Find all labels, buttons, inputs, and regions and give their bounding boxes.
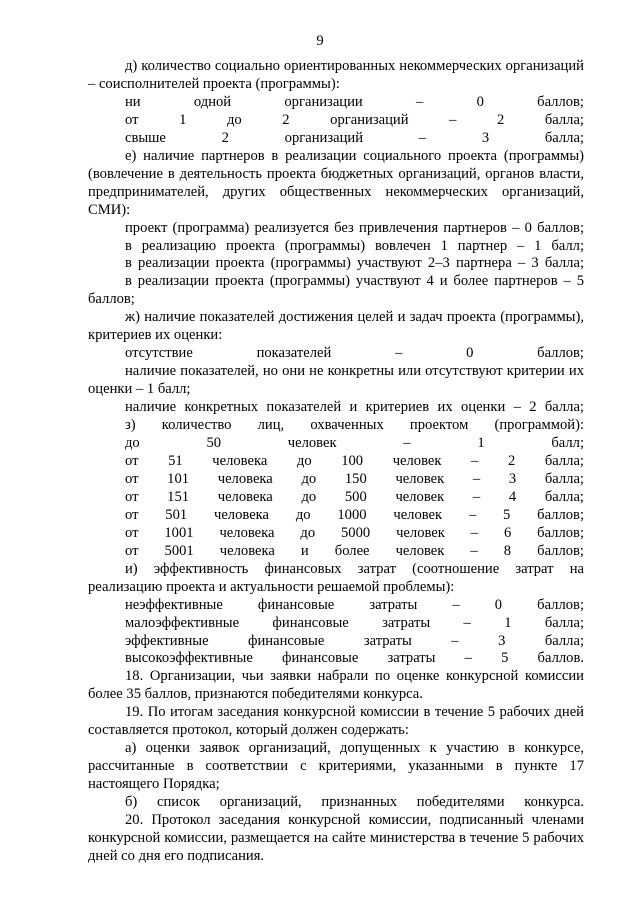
criterion-zh-heading: ж) наличие показателей достижения целей и задач проекта (программы), критериев их оценки: [88, 309, 584, 344]
criterion-d-score-item: свыше 2 организаций – 3 балла; [125, 129, 584, 146]
clause-19: 19. По итогам заседания конкурсной комиссии в течение 5 рабочих дней составляется протокол, который должен содержать: [88, 704, 584, 739]
clause-20: 20. Протокол заседания конкурсной комиссии, подписанный членами конкурсной комиссии, размещается на сайте министерства в течение 5 рабочих дней со дня его подписания. [88, 812, 584, 864]
criterion-z-score-item: от 1001 человека до 5000 человек – 6 баллов; [125, 524, 584, 541]
criterion-z-score-item: от 151 человека до 500 человек – 4 балла; [125, 488, 584, 505]
criterion-i-score-item: высокоэффективные финансовые затраты – 5 баллов. [125, 650, 584, 667]
clause-19-item-a: а) оценки заявок организаций, допущенных к участию в конкурсе, рассчитанные в соответствии с критериями, указанными в пункте 17 настоящего Порядка; [88, 740, 584, 793]
criterion-zh-score-item: наличие конкретных показателей и критериев их оценки – 2 балла; [125, 399, 584, 416]
criterion-z-score-item: до 50 человек – 1 балл; [125, 435, 584, 452]
criterion-d-heading: д) количество социально ориентированных некоммерческих организаций – соисполнителей проекта (программы): [88, 58, 584, 92]
criterion-zh-score-item: наличие показателей, но они не конкретны или отсутствуют критерии их оценки – 1 балл; [88, 363, 584, 398]
page-number: 9 [316, 33, 324, 49]
criterion-e-score-item: в реализации проекта (программы) участвуют 2–3 партнера – 3 балла; [125, 255, 584, 272]
clause-18: 18. Организации, чьи заявки набрали по оценке конкурсной комиссии более 35 баллов, признаются победителями конкурса. [88, 668, 584, 703]
criterion-e-score-item: проект (программа) реализуется без привлечения партнеров – 0 баллов; [125, 219, 584, 236]
criterion-i-score-item: малоэффективные финансовые затраты – 1 балла; [125, 614, 584, 631]
criterion-e-score-item: в реализации проекта (программы) участвуют 4 и более партнеров – 5 баллов; [88, 273, 584, 308]
clause-19-item-b: б) список организаций, признанных победителями конкурса. [125, 794, 584, 811]
criterion-z-score-item: от 501 человека до 1000 человек – 5 баллов; [125, 506, 584, 523]
criterion-z-score-item: от 5001 человека и более человек – 8 баллов; [125, 542, 584, 559]
criterion-i-score-item: неэффективные финансовые затраты – 0 баллов; [125, 596, 584, 613]
criterion-i-score-item: эффективные финансовые затраты – 3 балла; [125, 632, 584, 649]
criterion-z-score-item: от 51 человека до 100 человек – 2 балла; [125, 452, 584, 469]
criterion-z-score-item: от 101 человека до 150 человек – 3 балла; [125, 470, 584, 487]
criterion-e-score-item: в реализацию проекта (программы) вовлечен 1 партнер – 1 балл; [125, 237, 584, 254]
criterion-e-heading: е) наличие партнеров в реализации социального проекта (программы) (вовлечение в деятельность проекта бюджетных организаций, органов власти, предпринимателей, других общественных некоммерческих организаций, СМИ): [88, 147, 584, 218]
criterion-d-score-item: ни одной организации – 0 баллов; [125, 93, 584, 110]
document-body [88, 58, 584, 866]
criterion-i-heading: и) эффективность финансовых затрат (соотношение затрат на реализацию проекта и актуальности решаемой проблемы): [88, 560, 584, 595]
criterion-d-score-item: от 1 до 2 организаций – 2 балла; [125, 111, 584, 128]
criterion-zh-score-item: отсутствие показателей – 0 баллов; [125, 345, 584, 362]
criterion-z-heading: з) количество лиц, охваченных проектом (программой): [125, 417, 584, 434]
